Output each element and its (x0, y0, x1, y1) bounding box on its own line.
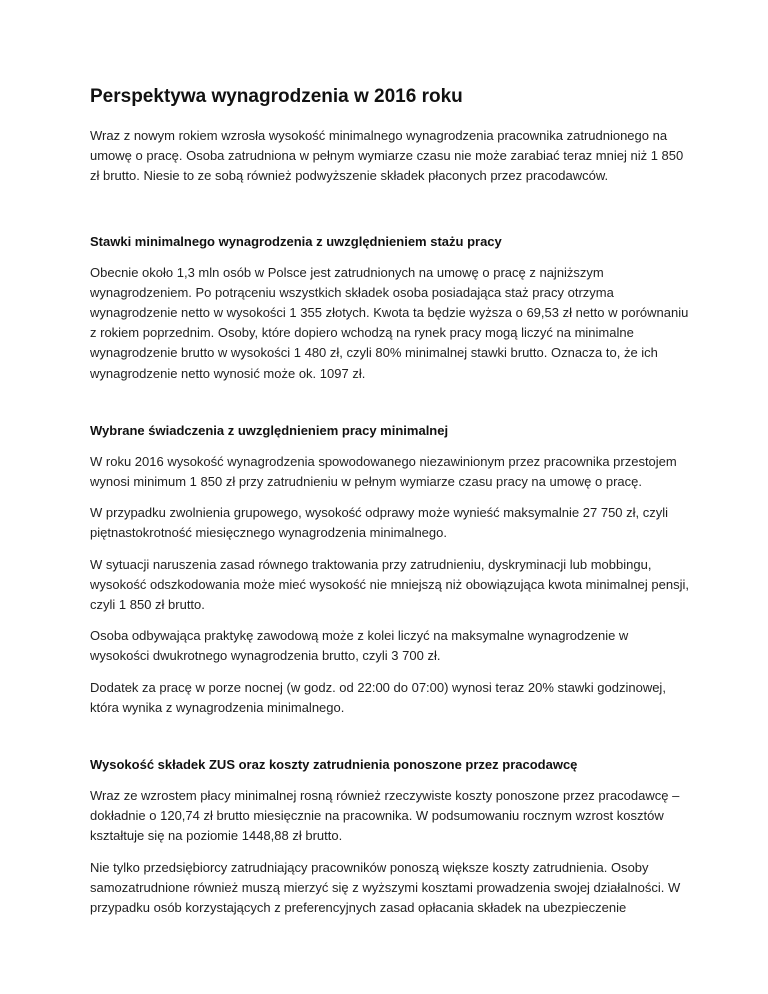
paragraph: Nie tylko przedsiębiorcy zatrudniający pracowników ponoszą większe koszty zatrudnienia. Osoby samozatrudnione również muszą mierzyć się z wyższymi kosztami prowadzenia swojej działalności. W przypadku osób korzystających z preferencyjnych zasad opłacania składek na ubezpieczenie (90, 859, 681, 916)
intro-paragraph: Wraz z nowym rokiem wzrosła wysokość minimalnego wynagrodzenia pracownika zatrudnionego na umowę o pracę. Osoba zatrudniona w pełnym wymiarze czasu nie może zarabiać teraz mniej niż 1 850 zł brutto. Niesie to ze sobą również podwyższenie składek płaconych przez pracodawców. (90, 128, 684, 184)
section-heading: Wysokość składek ZUS oraz koszty zatrudnienia ponoszone przez pracodawcę (90, 757, 578, 773)
paragraph: Obecnie około 1,3 mln osób w Polsce jest zatrudnionych na umowę o pracę z najniższym wynagrodzeniem. Po potrąceniu wszystkich składek osoba posiadająca staż pracy otrzyma wynagrodzenie netto w wysokości 1 355 złotych. Kwota ta będzie wyższa o 69,53 zł netto w porównaniu z rokiem poprzednim. Osoby, które dopiero wchodzą na rynek pracy mogą liczyć na minimalne wynagrodzenie brutto w wysokości 1 480 zł, czyli 80% minimalnej stawki brutto. Oznacza to, że ich wynagrodzenie netto wynosić może ok. 1097 zł. (90, 264, 689, 381)
paragraph: Dodatek za pracę w porze nocnej (w godz. od 22:00 do 07:00) wynosi teraz 20% stawki godzinowej, która wynika z wynagrodzenia minimalnego. (90, 679, 666, 715)
section-zus-contributions (90, 755, 690, 918)
paragraph: W przypadku zwolnienia grupowego, wysokość odprawy może wynieść maksymalnie 27 750 zł, czyli piętnastokrotność miesięcznego wynagrodzenia minimalnego. (90, 505, 669, 541)
section-selected-benefits (90, 421, 690, 718)
section-heading: Stawki minimalnego wynagrodzenia z uwzględnieniem stażu pracy (90, 233, 502, 249)
paragraph: W sytuacji naruszenia zasad równego traktowania przy zatrudnieniu, dyskryminacji lub mobbingu, wysokość odszkodowania może mieć wysokość nie mniejszą niż obowiązująca kwota minimalnej pensji, czyli 1 850 zł brutto. (90, 556, 689, 613)
page-title: Perspektywa wynagrodzenia w 2016 roku (90, 86, 463, 107)
document-page (90, 84, 690, 929)
section-minimum-wage-rates (90, 232, 690, 384)
paragraph: Wraz ze wzrostem płacy minimalnej rosną również rzeczywiste koszty ponoszone przez pracodawcę – dokładnie o 120,74 zł brutto miesięcznie na pracownika. W podsumowaniu rocznym wzrost kosztów kształtuje się na poziomie 1448,88 zł brutto. (90, 788, 680, 844)
section-heading: Wybrane świadczenia z uwzględnieniem pracy minimalnej (90, 422, 449, 438)
paragraph: W roku 2016 wysokość wynagrodzenia spowodowanego niezawinionym przez pracownika przestojem wynosi minimum 1 850 zł przy zatrudnieniu w pełnym wymiarze czasu pracy na umowę o pracę. (90, 453, 677, 490)
paragraph: Osoba odbywająca praktykę zawodową może z kolei liczyć na maksymalne wynagrodzenie w wysokości dwukrotnego wynagrodzenia brutto, czyli 3 700 zł. (90, 628, 629, 664)
